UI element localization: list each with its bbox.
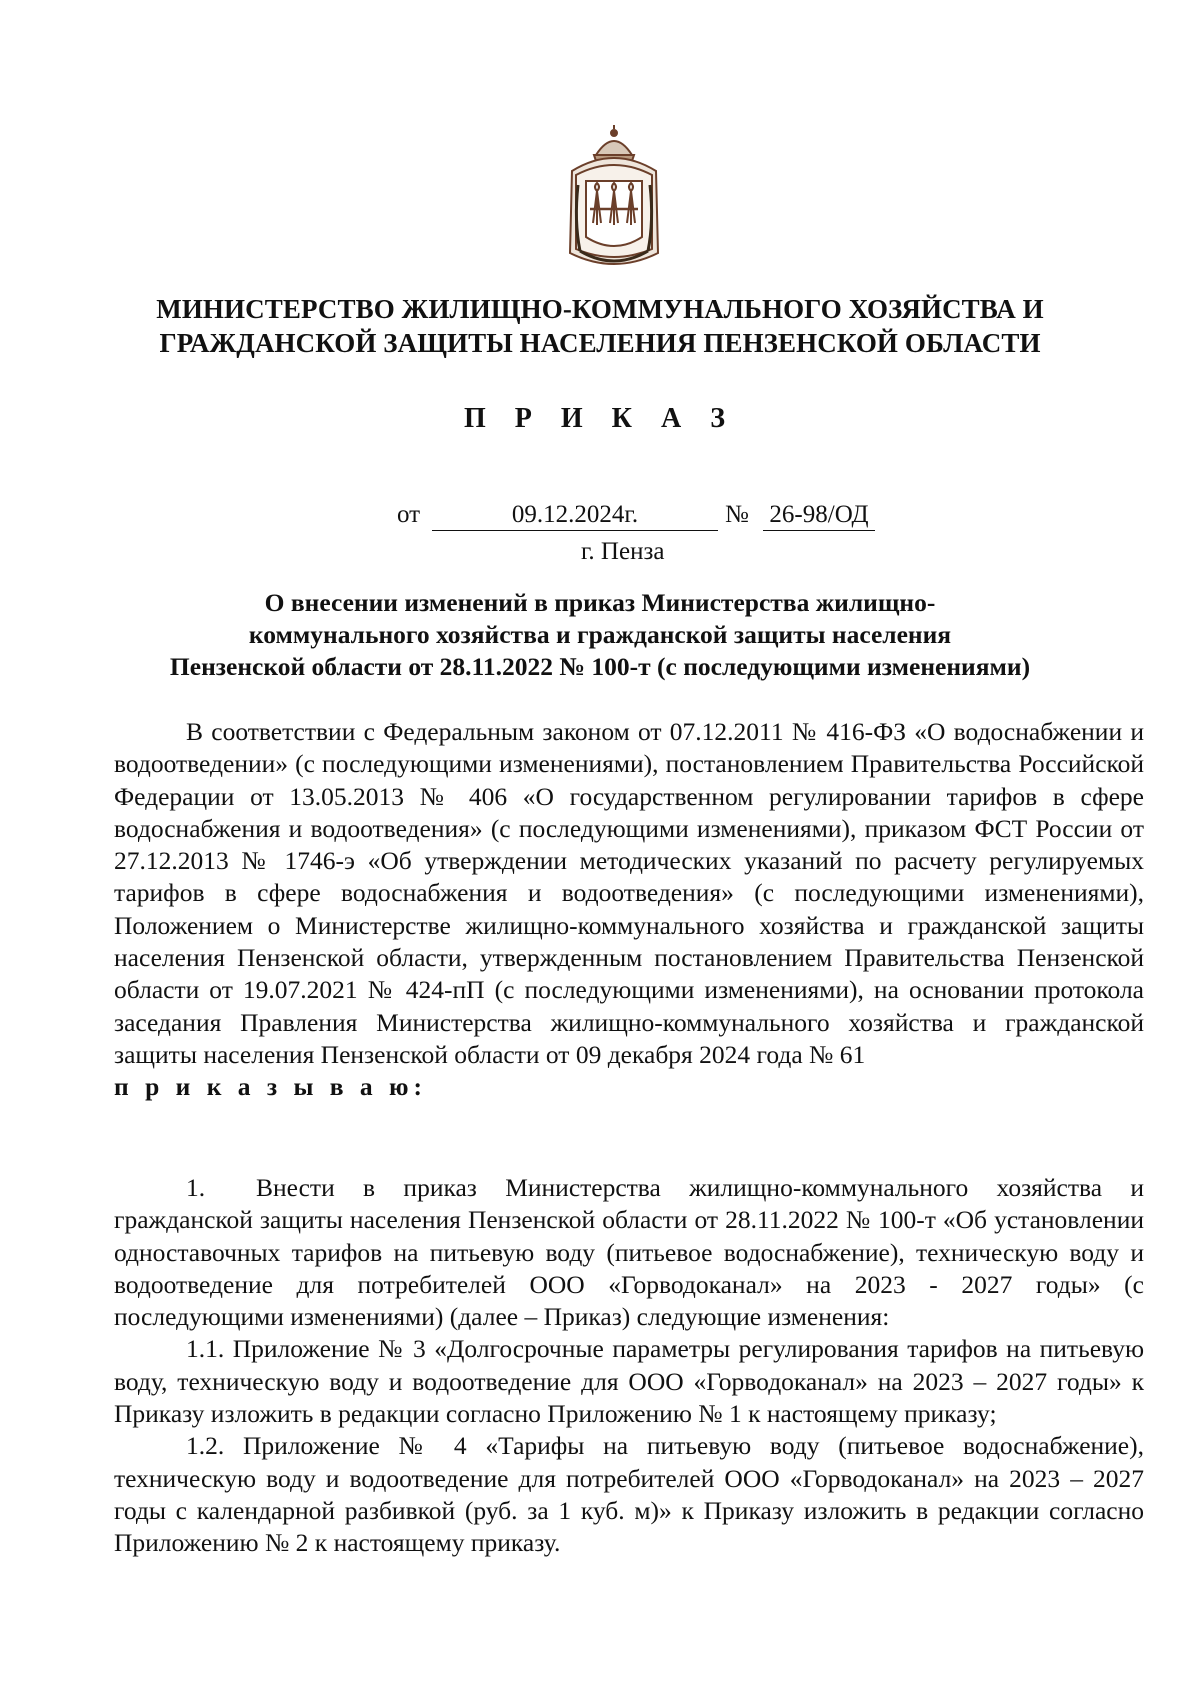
- number-sign: №: [725, 501, 749, 528]
- item-1-1: 1.1. Приложение № 3 «Долгосрочные параметры регулирования тарифов на питьевую воду, техническую воду и водоотведение для ООО «Горводоканал» на 2023 – 2027 годы» к Приказу изложить в редакции согласно Приложению № 1 к настоящему приказу;: [114, 1334, 1144, 1429]
- document-subject: [100, 587, 1100, 683]
- preamble-section: [114, 716, 1144, 1104]
- item-1: [114, 1172, 1144, 1333]
- city: г. Пенза: [581, 538, 665, 565]
- document-type: П Р И К А З: [464, 403, 736, 434]
- item-1-text: Внести в приказ Министерства жилищно-коммунального хозяйства и гражданской защиты населения Пензенской области от 28.11.2022 № 100-т «Об установлении одноставочных тарифов на питьевую воду (питьевое водоснабжение), техническую воду и водоотведение для потребителей ООО «Горводоканал» на 2023 - 2027 годы» (с последующими изменениями) (далее – Приказ) следующие изменения:: [114, 1173, 1144, 1332]
- ministry-line-2: ГРАЖДАНСКОЙ ЗАЩИТЫ НАСЕЛЕНИЯ ПЕНЗЕНСКОЙ ОБЛАСТИ: [159, 328, 1041, 358]
- item-1-2: 1.2. Приложение № 4 «Тарифы на питьевую воду (питьевое водоснабжение), техническую воду и водоотведение для потребителей ООО «Горводоканал» на 2023 – 2027 годы с календарной разбивкой (руб. за 1 куб. м)» к Приказу изложить в редакции согласно Приложению № 2 к настоящему приказу.: [114, 1431, 1144, 1558]
- ministry-line-1: МИНИСТЕРСТВО ЖИЛИЩНО-КОММУНАЛЬНОГО ХОЗЯЙСТВА И: [156, 294, 1044, 324]
- date-number-line: [0, 501, 1200, 535]
- subject-line-3: Пензенской области от 28.11.2022 № 100-т (с последующими изменениями): [169, 652, 1031, 681]
- coat-of-arms-icon: [566, 125, 662, 271]
- decree-word: п р и к а з ы в а ю:: [114, 1072, 428, 1102]
- subject-line-2: коммунального хозяйства и гражданской защиты населения: [248, 620, 952, 649]
- ministry-name: [100, 292, 1100, 360]
- order-number: 26-98/ОД: [763, 501, 875, 531]
- preamble-paragraph: В соответствии с Федеральным законом от 07.12.2011 № 416-ФЗ «О водоснабжении и водоотведении» (с последующими изменениями), постановлением Правительства Российской Федерации от 13.05.2013 № 406 «О государственном регулировании тарифов в сфере водоснабжения и водоотведения» (с последующими изменениями), приказом ФСТ России от 27.12.2013 № 1746-э «Об утверждении методических указаний по расчету регулируемых тарифов в сфере водоснабжения и водоотведения» (с последующими изменениями), Положением о Министерстве жилищно-коммунального хозяйства и гражданской защиты населения Пензенской области, утвержденным постановлением Правительства Пензенской области от 19.07.2021 № 424-пП (с последующими изменениями), на основании протокола заседания Правления Министерства жилищно-коммунального хозяйства и гражданской защиты населения Пензенской области от 09 декабря 2024 года № 61: [114, 717, 1144, 1069]
- order-items: [114, 1172, 1144, 1560]
- subject-line-1: О внесении изменений в приказ Министерства жилищно-: [264, 588, 936, 617]
- date-prefix: от: [397, 501, 421, 528]
- order-date: 09.12.2024г.: [432, 501, 718, 531]
- item-1-number: 1.: [186, 1173, 206, 1202]
